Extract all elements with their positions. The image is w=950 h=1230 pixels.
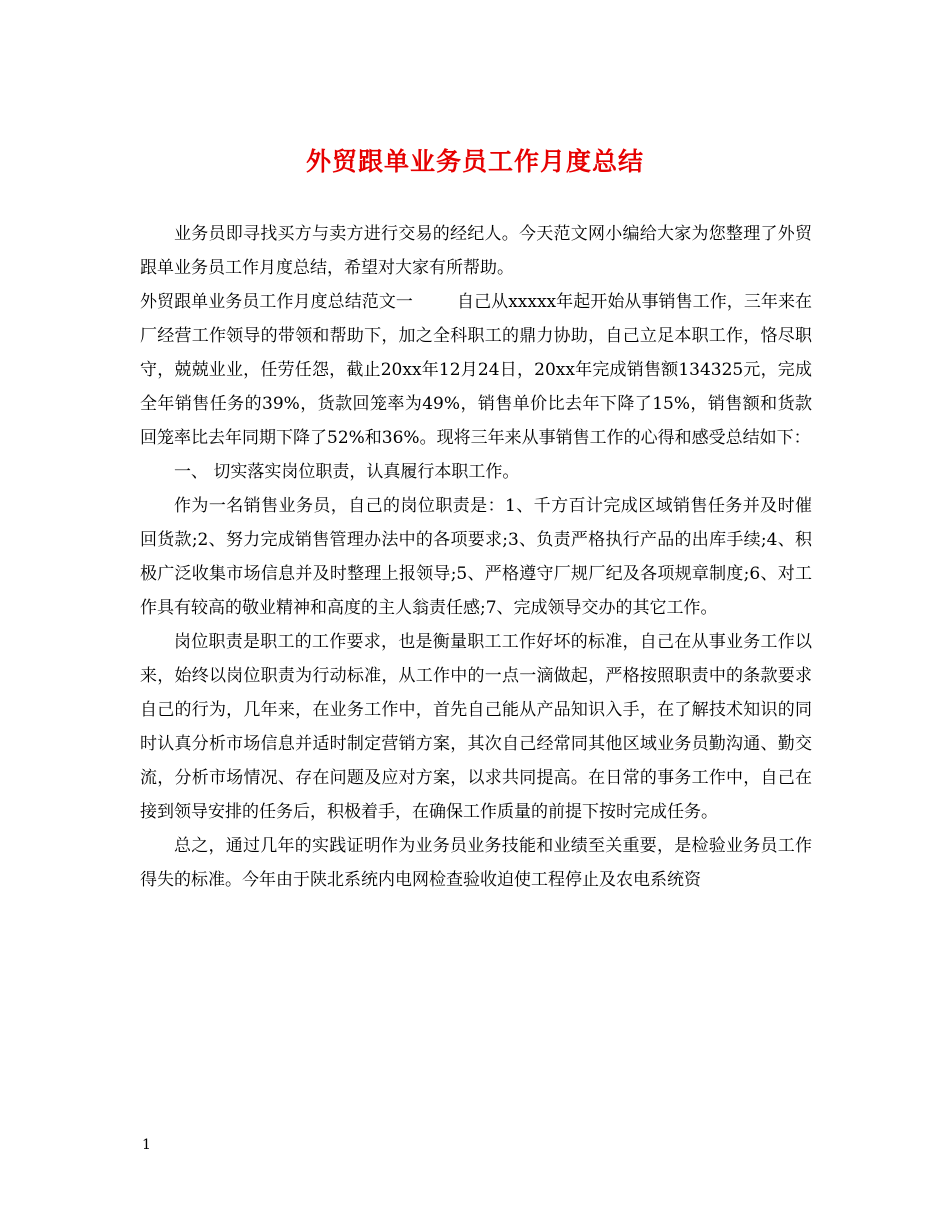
sample-text: 自己从xxxxx年起开始从事销售工作，三年来在厂经营工作领导的带领和帮助下，加之全科职工的鼎力协助，自己立足本职工作，恪尽职守，兢兢业业，任劳任怨，截止20xx年12月24日，20xx年完成销售额134325元，完成全年销售任务的39%，货款回笼率为49%，销售单价比去年下降了15%，销售额和货款回笼率比去年同期下降了52%和36%。现将三年来从事销售工作的心得和感受总结如下： bbox=[140, 292, 813, 448]
duties-paragraph: 作为一名销售业务员，自己的岗位职责是：1、千方百计完成区域销售任务并及时催回货款;2、努力完成销售管理办法中的各项要求;3、负责严格执行产品的出库手续;4、积极广泛收集市场信息并及时整理上报领导;5、严格遵守厂规厂纪及各项规章制度;6、对工作具有较高的敬业精神和高度的主人翁责任感;7、完成领导交办的其它工作。 bbox=[140, 496, 812, 618]
document-body bbox=[140, 217, 812, 897]
sample-heading: 外贸跟单业务员工作月度总结范文一 bbox=[140, 292, 413, 312]
conclusion-paragraph: 总之，通过几年的实践证明作为业务员业务技能和业绩至关重要，是检验业务员工作得失的标准。今年由于陕北系统内电网检查验收迫使工程停止及农电系统资 bbox=[140, 836, 812, 890]
sample-paragraph bbox=[140, 285, 812, 455]
document-title: 外贸跟单业务员工作月度总结 bbox=[305, 147, 644, 176]
page-number: 1 bbox=[142, 1137, 151, 1153]
section-heading-one: 一、 切实落实岗位职责，认真履行本职工作。 bbox=[174, 462, 520, 482]
intro-paragraph: 业务员即寻找买方与卖方进行交易的经纪人。今天范文网小编给大家为您整理了外贸跟单业务员工作月度总结，希望对大家有所帮助。 bbox=[140, 224, 812, 278]
standards-paragraph: 岗位职责是职工的工作要求，也是衡量职工工作好坏的标准，自己在从事业务工作以来，始终以岗位职责为行动标准，从工作中的一点一滴做起，严格按照职责中的条款要求自己的行为，几年来，在业务工作中，首先自己能从产品知识入手，在了解技术知识的同时认真分析市场信息并适时制定营销方案，其次自己经常同其他区域业务员勤沟通、勤交流，分析市场情况、存在问题及应对方案，以求共同提高。在日常的事务工作中，自己在接到领导安排的任务后，积极着手，在确保工作质量的前提下按时完成任务。 bbox=[140, 632, 812, 822]
